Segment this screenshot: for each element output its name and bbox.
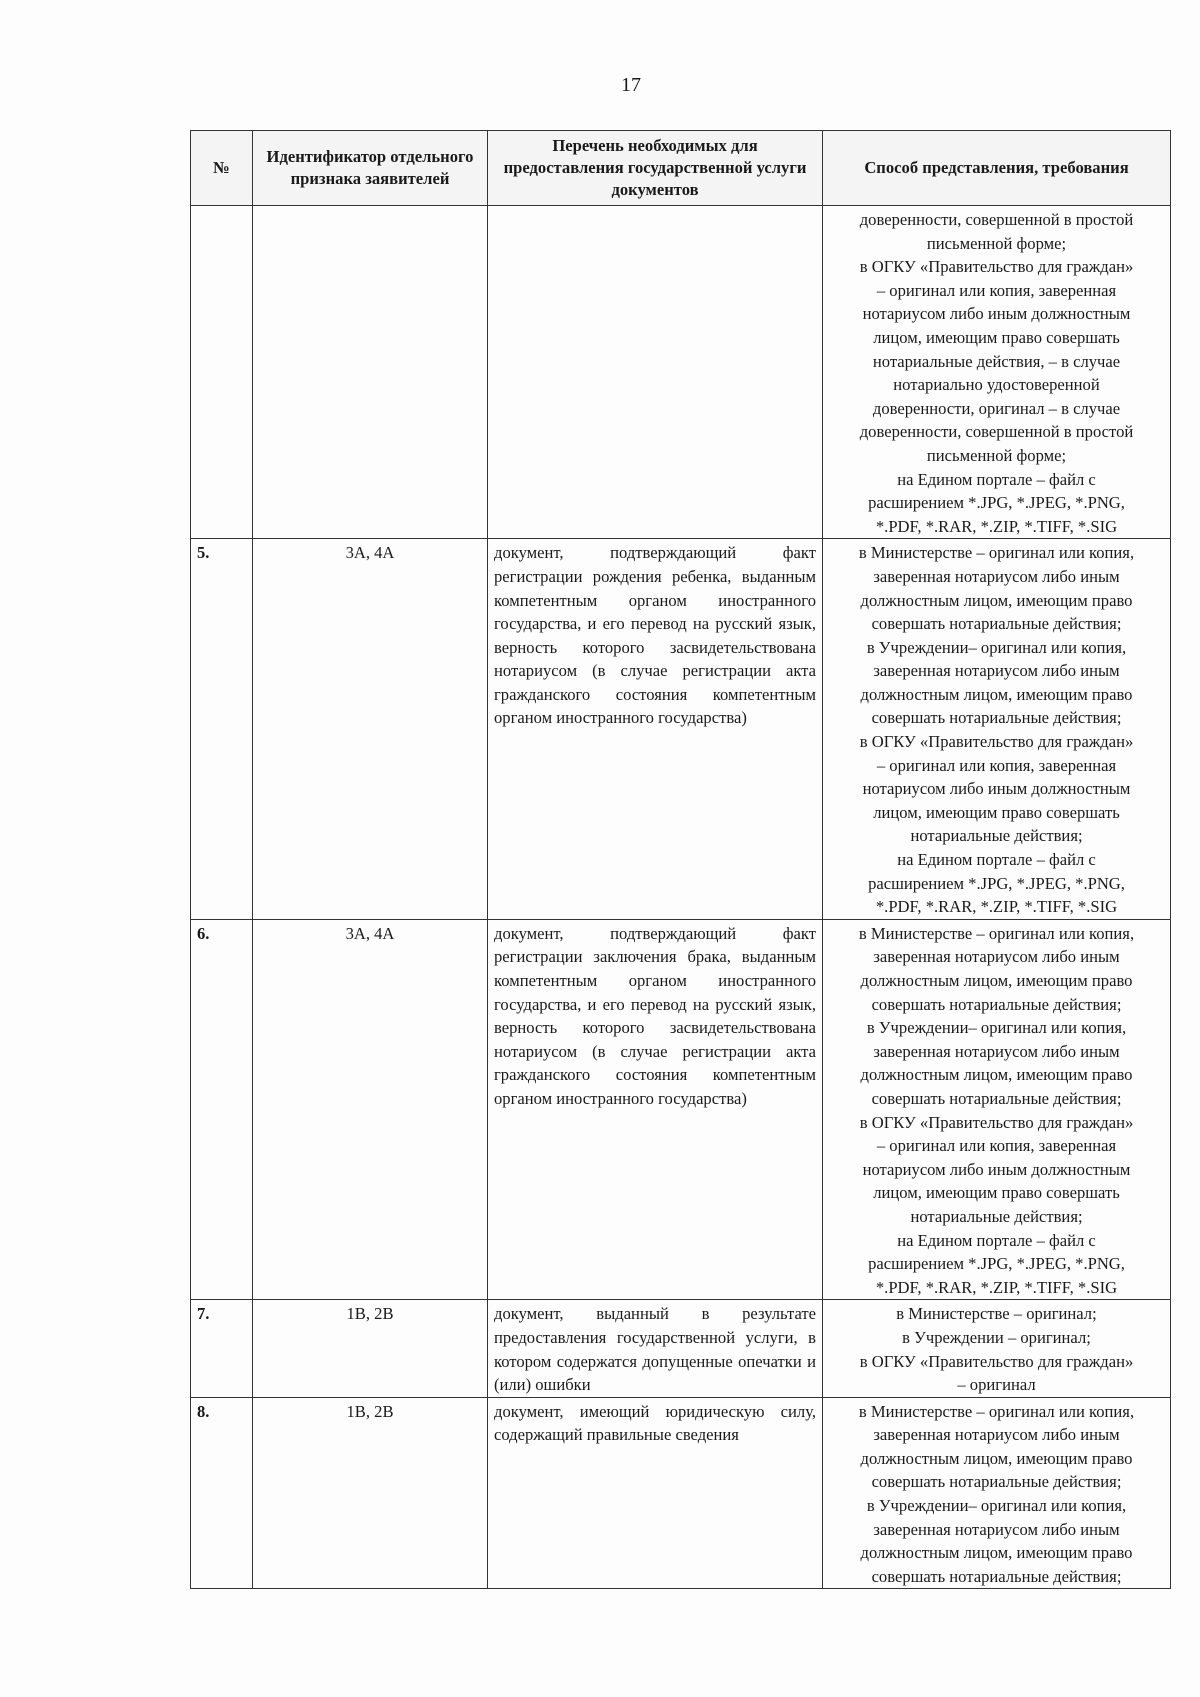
row-number: 7. bbox=[191, 1300, 253, 1397]
method-line: – оригинал bbox=[957, 1375, 1036, 1395]
method-line: заверенная нотариусом либо иным bbox=[873, 661, 1120, 681]
table-row bbox=[191, 1397, 1171, 1589]
page-number: 17 bbox=[621, 74, 641, 96]
method-line: в ОГКУ «Правительство для граждан» bbox=[859, 732, 1134, 752]
method-line: должностным лицом, имеющим право bbox=[860, 971, 1133, 990]
applicant-identifier: 3А, 4А bbox=[253, 539, 488, 920]
method-line: – оригинал или копия, заверенная bbox=[876, 280, 1117, 300]
method-line: в Министерстве – оригинал; bbox=[896, 1304, 1097, 1324]
method-line: в Учреждении – оригинал; bbox=[902, 1327, 1091, 1347]
applicant-identifier bbox=[253, 206, 488, 539]
method-line: нотариальные действия, – в случае bbox=[872, 351, 1121, 371]
header-num: № bbox=[191, 131, 253, 206]
method-line: доверенности, совершенной в простой bbox=[859, 210, 1134, 229]
method-line: заверенная нотариусом либо иным bbox=[873, 947, 1120, 967]
method-line: заверенная нотариусом либо иным bbox=[873, 1041, 1120, 1061]
method-line: на Едином портале – файл с bbox=[897, 850, 1096, 870]
method-line: лицом, имеющим право совершать bbox=[873, 327, 1120, 347]
method-line: в Министерстве – оригинал или копия, bbox=[858, 543, 1135, 563]
method-line: должностным лицом, имеющим право bbox=[860, 1065, 1133, 1085]
method-line: расширением *.JPG, *.JPEG, *.PNG, bbox=[868, 1254, 1125, 1274]
submission-method bbox=[823, 919, 1171, 1300]
method-line: заверенная нотариусом либо иным bbox=[873, 1519, 1120, 1539]
method-line: *.PDF, *.RAR, *.ZIP, *.TIFF, *.SIG bbox=[875, 897, 1118, 917]
method-line: в ОГКУ «Правительство для граждан» bbox=[859, 257, 1134, 277]
table-row bbox=[191, 206, 1171, 539]
method-line: совершать нотариальные действия; bbox=[871, 1472, 1122, 1492]
method-line: расширением *.JPG, *.JPEG, *.PNG, bbox=[868, 493, 1125, 513]
method-line: должностным лицом, имеющим право bbox=[860, 684, 1133, 704]
method-line: совершать нотариальные действия; bbox=[871, 994, 1122, 1014]
method-line: письменной форме; bbox=[926, 445, 1067, 465]
required-document bbox=[488, 206, 823, 539]
applicant-identifier: 3А, 4А bbox=[253, 919, 488, 1300]
method-line: на Едином портале – файл с bbox=[897, 1230, 1096, 1250]
required-document: документ, подтверждающий факт регистрации заключения брака, выданным компетентным органом иностранного государства, и его перевод на русский язык, верность которого засвидетельствована нотариусом (в случае регистрации акта гражданского состояния компетентным органом иностранного государства) bbox=[488, 919, 823, 1300]
method-line: в ОГКУ «Правительство для граждан» bbox=[859, 1112, 1134, 1132]
method-line: доверенности, совершенной в простой bbox=[859, 422, 1134, 442]
method-line: заверенная нотариусом либо иным bbox=[873, 566, 1120, 586]
method-line: совершать нотариальные действия; bbox=[871, 1088, 1122, 1108]
method-line: на Едином портале – файл с bbox=[897, 469, 1096, 489]
method-line: нотариусом либо иным должностным bbox=[862, 304, 1131, 324]
table-header-row bbox=[191, 131, 1171, 206]
method-line: нотариусом либо иным должностным bbox=[862, 1159, 1131, 1179]
header-documents: Перечень необходимых для предоставления государственной услуги документов bbox=[488, 131, 823, 206]
row-number: 5. bbox=[191, 539, 253, 920]
table-row bbox=[191, 919, 1171, 1300]
method-line: в Министерстве – оригинал или копия, bbox=[858, 923, 1135, 943]
applicant-identifier: 1В, 2В bbox=[253, 1300, 488, 1397]
method-line: доверенности, оригинал – в случае bbox=[872, 398, 1121, 418]
table-body bbox=[191, 206, 1171, 1589]
method-line: совершать нотариальные действия; bbox=[871, 708, 1122, 728]
method-line: – оригинал или копия, заверенная bbox=[876, 1136, 1117, 1156]
method-line: совершать нотариальные действия; bbox=[871, 1566, 1122, 1586]
required-document: документ, подтверждающий факт регистрации рождения ребенка, выданным компетентным органом иностранного государства, и его перевод на русский язык, верность которого засвидетельствована нотариусом (в случае регистрации акта гражданского состояния компетентным органом иностранного государства) bbox=[488, 539, 823, 920]
method-line: расширением *.JPG, *.JPEG, *.PNG, bbox=[868, 873, 1125, 893]
row-number bbox=[191, 206, 253, 539]
submission-method bbox=[823, 1300, 1171, 1397]
method-line: нотариусом либо иным должностным bbox=[862, 779, 1131, 799]
row-number: 6. bbox=[191, 919, 253, 1300]
method-line: лицом, имеющим право совершать bbox=[873, 1183, 1120, 1203]
table-row bbox=[191, 1300, 1171, 1397]
method-line: в Учреждении– оригинал или копия, bbox=[866, 1496, 1127, 1516]
submission-method bbox=[823, 206, 1171, 539]
table-row bbox=[191, 539, 1171, 920]
required-document: документ, выданный в результате предоставления государственной услуги, в котором содержатся допущенные опечатки и (или) ошибки bbox=[488, 1300, 823, 1397]
method-line: должностным лицом, имеющим право bbox=[860, 590, 1133, 610]
documents-table bbox=[190, 130, 1171, 1589]
submission-method bbox=[823, 1397, 1171, 1589]
required-document: документ, имеющий юридическую силу, содержащий правильные сведения bbox=[488, 1397, 823, 1589]
method-line: нотариальные действия; bbox=[910, 1206, 1083, 1226]
submission-method bbox=[823, 539, 1171, 920]
method-line: должностным лицом, имеющим право bbox=[860, 1543, 1133, 1563]
method-line: нотариальные действия; bbox=[910, 826, 1083, 846]
method-line: *.PDF, *.RAR, *.ZIP, *.TIFF, *.SIG bbox=[875, 516, 1118, 536]
method-line: нотариально удостоверенной bbox=[893, 375, 1100, 395]
method-line: заверенная нотариусом либо иным bbox=[873, 1425, 1120, 1445]
method-line: в Учреждении– оригинал или копия, bbox=[866, 637, 1127, 657]
row-number: 8. bbox=[191, 1397, 253, 1589]
header-identifier: Идентификатор отдельного признака заявителей bbox=[253, 131, 488, 206]
method-line: в Министерстве – оригинал или копия, bbox=[858, 1401, 1135, 1421]
method-line: письменной форме; bbox=[926, 233, 1067, 253]
method-line: в ОГКУ «Правительство для граждан» bbox=[859, 1351, 1134, 1371]
method-line: лицом, имеющим право совершать bbox=[873, 802, 1120, 822]
method-line: в Учреждении– оригинал или копия, bbox=[866, 1018, 1127, 1038]
method-line: совершать нотариальные действия; bbox=[871, 614, 1122, 634]
header-method: Способ представления, требования bbox=[823, 131, 1171, 206]
applicant-identifier: 1В, 2В bbox=[253, 1397, 488, 1589]
method-line: *.PDF, *.RAR, *.ZIP, *.TIFF, *.SIG bbox=[875, 1277, 1118, 1297]
method-line: – оригинал или копия, заверенная bbox=[876, 755, 1117, 775]
method-line: должностным лицом, имеющим право bbox=[860, 1448, 1133, 1468]
